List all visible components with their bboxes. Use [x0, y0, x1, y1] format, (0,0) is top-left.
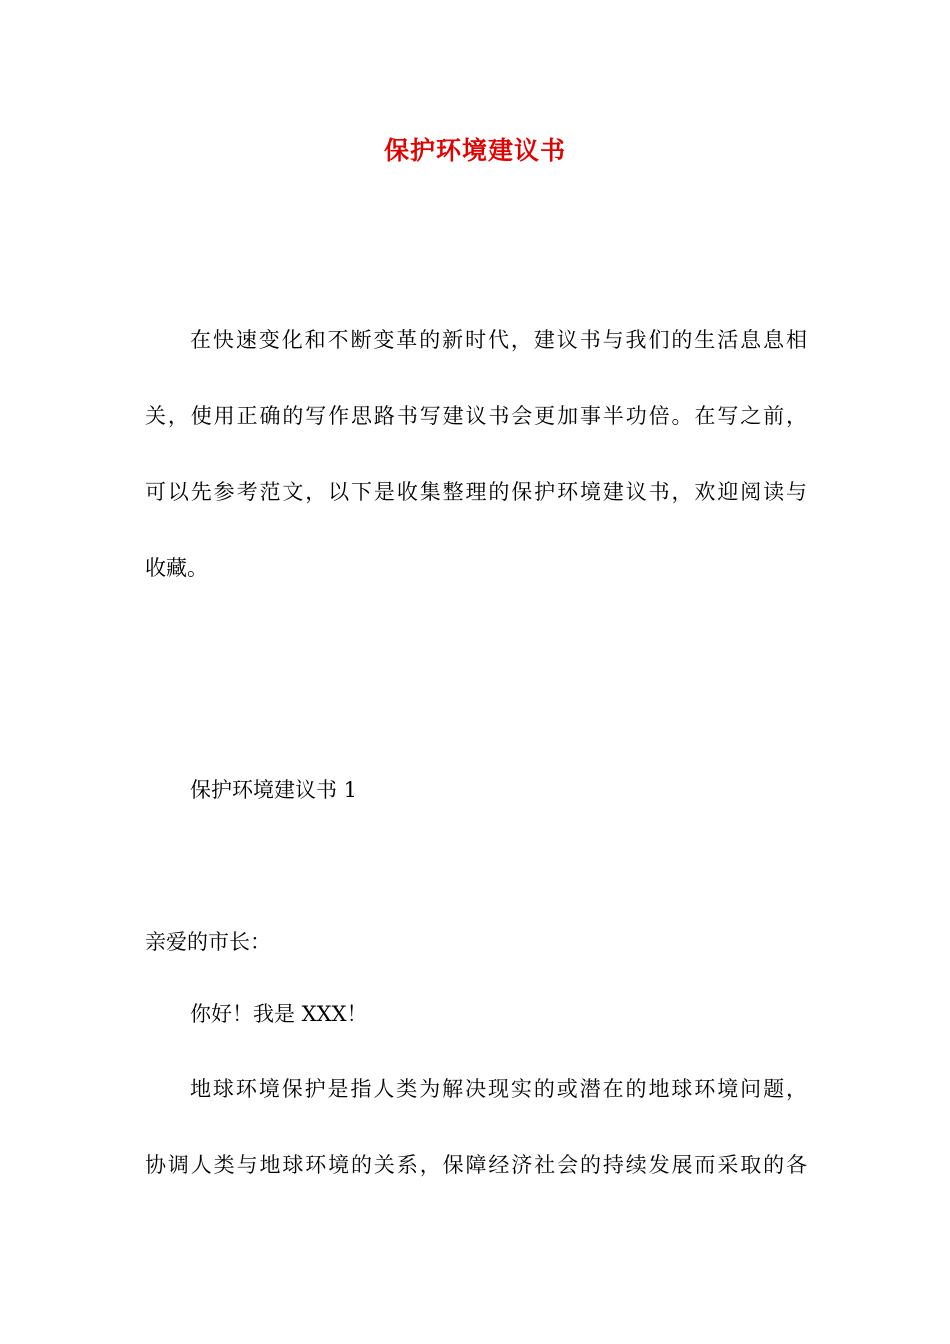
body-line-1: 地球环境保护是指人类为解决现实的或潜在的地球环境问题， [190, 1077, 807, 1101]
salutation: 亲爱的市长： [145, 930, 271, 954]
intro-line-4: 收藏。 [145, 556, 208, 580]
body-line-2: 协调人类与地球环境的关系，保障经济社会的持续发展而采取的各 [145, 1153, 807, 1177]
greeting: 你好！我是 XXX！ [190, 1002, 368, 1026]
intro-line-3: 可以先参考范文，以下是收集整理的保护环境建议书，欢迎阅读与 [145, 480, 807, 504]
intro-line-1: 在快速变化和不断变革的新时代，建议书与我们的生活息息相 [190, 328, 807, 352]
intro-line-2: 关，使用正确的写作思路书写建议书会更加事半功倍。在写之前， [145, 404, 807, 428]
section-heading: 保护环境建议书 1 [190, 778, 358, 802]
document-title: 保护环境建议书 [383, 136, 566, 165]
